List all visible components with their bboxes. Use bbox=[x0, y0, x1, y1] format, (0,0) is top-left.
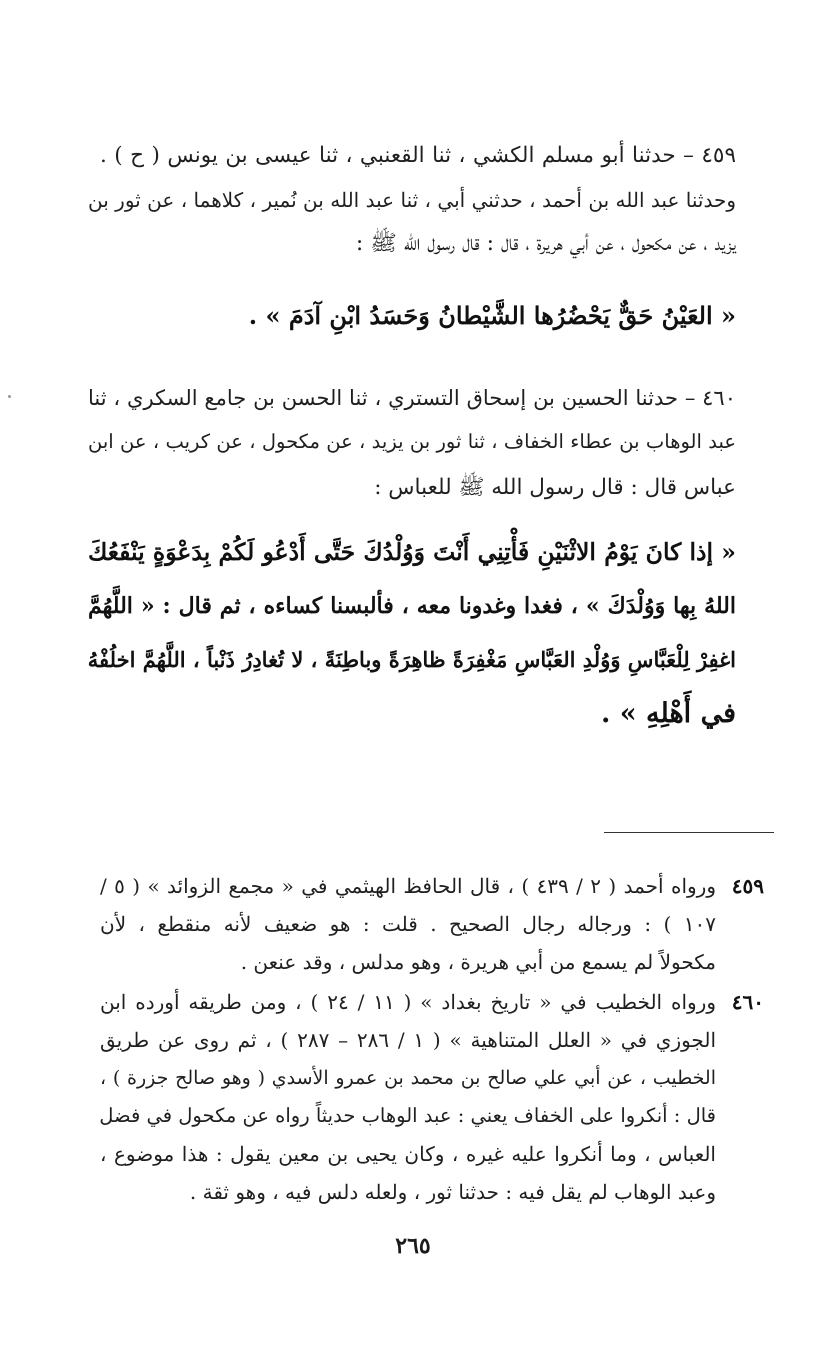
hadith-459-line-1: ٤٥٩ – حدثنا أبو مسلم الكشي ، ثنا القعنبي ، ثنا عيسى بن يونس ( ح ) . bbox=[100, 143, 736, 168]
hadith-460-matn-line-1: « إذا كانَ يَوْمُ الاثْنَيْنِ فَأْتِنِي أَنْتَ وَوُلْدُكَ حَتَّى أَدْعُو لَكُمْ بِدَعْوَةٍ يَنْفَعُكَ bbox=[88, 538, 736, 566]
footnote-460-line-1: ورواه الخطيب في « تاريخ بغداد » ( ١١ / ٢٤ ) ، ومن طريقه أورده ابن bbox=[100, 990, 716, 1014]
margin-mark bbox=[8, 395, 11, 398]
hadith-460-line-2: عبد الوهاب بن عطاء الخفاف ، ثنا ثور بن يزيد ، عن مكحول ، عن كريب ، عن ابن bbox=[88, 430, 736, 453]
footnote-459-number: ٤٥٩ bbox=[731, 874, 764, 898]
footnote-460-line-6: وعبد الوهاب لم يقل فيه : حدثنا ثور ، ولعله دلس فيه ، وهو ثقة . bbox=[189, 1180, 716, 1204]
hadith-460-matn-line-3: اغفِرْ لِلْعَبَّاسِ وَوُلْدِ العَبَّاسِ مَغْفِرَةً ظاهِرَةً وباطِنَةً ، لا تُغادِرُ ذَنْباً ، اللَّهُمَّ اخلُفْهُ bbox=[87, 647, 736, 672]
hadith-460-line-1: ٤٦٠ – حدثنا الحسين بن إسحاق التستري ، ثنا الحسن بن جامع السكري ، ثنا bbox=[88, 386, 736, 410]
footnote-460-line-2: الجوزي في « العلل المتناهية » ( ١ / ٢٨٦ – ٢٨٧ ) ، ثم روى عن طريق bbox=[100, 1028, 716, 1052]
page-number: ٢٦٥ bbox=[395, 1233, 431, 1259]
footnote-459-line-3: مكحولاً لم يسمع من أبي هريرة ، وهو مدلس ، وقد عنعن . bbox=[240, 950, 716, 974]
footnote-459-line-2: ١٠٧ ) : ورجاله رجال الصحيح . قلت : هو ضعيف لأنه منقطع ، لأن bbox=[100, 912, 716, 936]
footnote-460-line-4: قال : أنكروا على الخفاف يعني : عبد الوهاب حديثاً رواه عن مكحول في فضل bbox=[99, 1104, 716, 1127]
hadith-460-matn-line-2: اللهُ بِها وَوُلْدَكَ » ، فغدا وغدونا معه ، فألبسنا كساءه ، ثم قال : « اللَّهُمَّ bbox=[88, 593, 736, 619]
footnote-460-line-3: الخطيب ، عن أبي علي صالح بن محمد بن عمرو الأسدي ( وهو صالح جزرة ) ، bbox=[100, 1067, 716, 1089]
footnote-460-line-5: العباس ، وما أنكروا عليه غيره ، وكان يحيى بن معين يقول : هذا موضوع ، bbox=[100, 1142, 716, 1166]
footnote-459-line-1: ورواه أحمد ( ٢ / ٤٣٩ ) ، قال الحافظ الهيثمي في « مجمع الزوائد » ( ٥ / bbox=[100, 874, 716, 898]
hadith-459-line-2: وحدثنا عبد الله بن أحمد ، حدثني أبي ، ثنا عبد الله بن نُمير ، كلاهما ، عن ثور بن bbox=[88, 188, 736, 212]
hadith-460-line-3: عباس قال : قال رسول الله ﷺ للعباس : bbox=[374, 475, 736, 500]
hadith-459-line-3: يزيد ، عن مكحول ، عن أبي هريرة ، قال : قال رسول الله ﷺ : bbox=[355, 231, 736, 256]
hadith-459-matn: « العَيْنُ حَقٌّ يَحْضُرُها الشَّيْطانُ وَحَسَدُ ابْنِ آدَمَ » . bbox=[248, 301, 736, 330]
footnote-460-number: ٤٦٠ bbox=[731, 990, 764, 1014]
footnote-separator bbox=[604, 832, 774, 833]
hadith-460-matn-line-4: في أَهْلِهِ » . bbox=[600, 698, 736, 729]
